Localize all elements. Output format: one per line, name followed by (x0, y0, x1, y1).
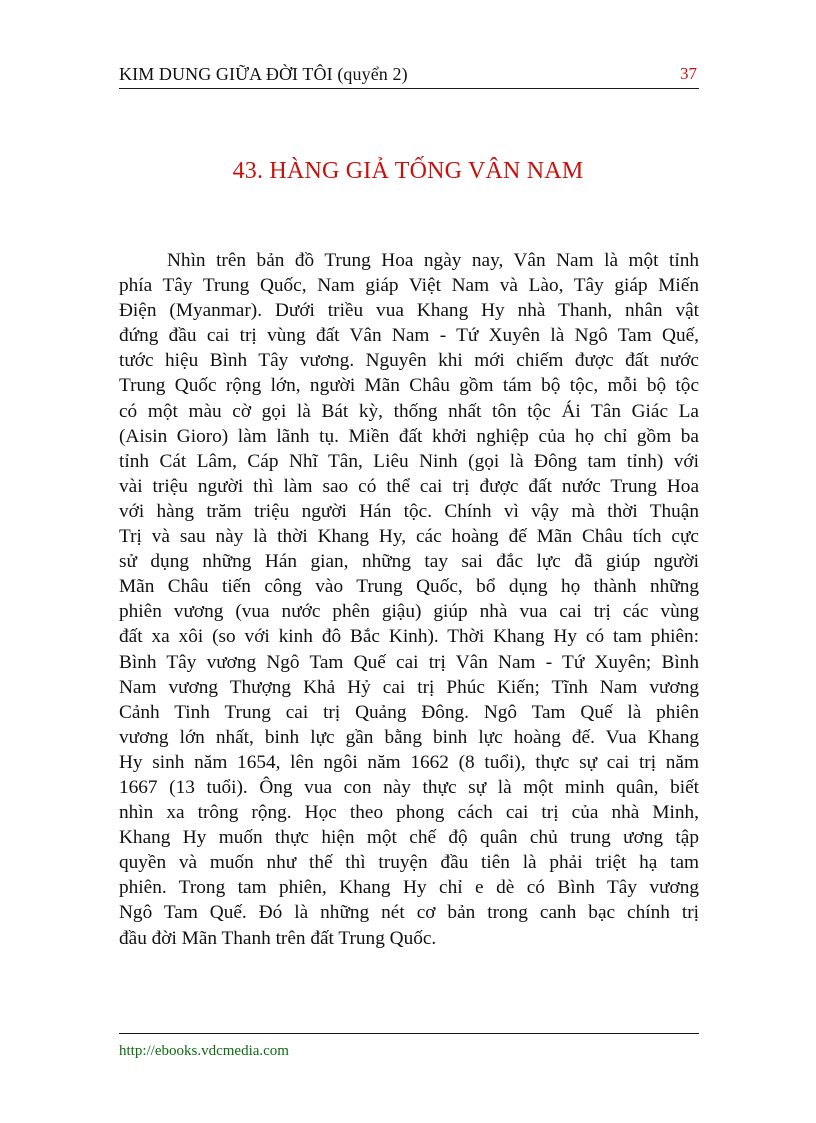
paragraph-line: (Aisin Gioro) làm lãnh tụ. Miền đất khởi nghiệp của họ chỉ gồm ba (119, 425, 699, 447)
paragraph-line: vài triệu người thì làm sao có thể cai trị được đất nước Trung Hoa (119, 475, 699, 497)
paragraph-line: đầu đời Mãn Thanh trên đất Trung Quốc. (119, 927, 437, 949)
paragraph-line: Khang Hy muốn thực hiện một chế độ quân chủ trung ương tập (119, 827, 699, 849)
paragraph-line: có một màu cờ gọi là Bát kỳ, thống nhất tôn tộc Ái Tân Giác La (119, 400, 699, 422)
paragraph-line: vương lớn nhất, binh lực gần bằng binh lực hoàng đế. Vua Khang (119, 726, 699, 748)
paragraph-line: Nhìn trên bản đồ Trung Hoa ngày nay, Vân Nam là một tỉnh (167, 250, 699, 271)
paragraph-line: Điện (Myanmar). Dưới triều vua Khang Hy nhà Thanh, nhân vật (119, 300, 699, 322)
page-number: 37 (680, 64, 697, 83)
paragraph-line: Ngô Tam Quế. Đó là những nét cơ bản trong canh bạc chính trị (119, 902, 699, 924)
paragraph-line: phía Tây Trung Quốc, Nam giáp Việt Nam và Lào, Tây giáp Miến (119, 275, 699, 297)
paragraph-line: phiên vương (vua nước phên giậu) giúp nhà vua cai trị các vùng (119, 601, 699, 623)
footer-link[interactable]: http://ebooks.vdcmedia.com (119, 1043, 289, 1059)
paragraph-line: Trị và sau này là thời Khang Hy, các hoàng đế Mãn Châu tích cực (119, 526, 699, 548)
paragraph-line: Cảnh Tinh Trung cai trị Quảng Đông. Ngô Tam Quế là phiên (119, 701, 699, 723)
paragraph-line: sử dụng những Hán gian, những tay sai đắc lực đã giúp người (119, 551, 699, 573)
paragraph-line: với hàng trăm triệu người Hán tộc. Chính vì vậy mà thời Thuận (119, 500, 699, 522)
paragraph-line: 1667 (13 tuổi). Ông vua con này thực sự là một minh quân, biết (119, 776, 699, 798)
chapter-title: 43. HÀNG GIẢ TỐNG VÂN NAM (232, 158, 584, 184)
paragraph-line: Hy sinh năm 1654, lên ngôi năm 1662 (8 tuổi), thực sự cai trị năm (119, 751, 699, 773)
paragraph-line: nhìn xa trông rộng. Học theo phong cách cai trị của nhà Minh, (119, 802, 699, 824)
paragraph-line: tước hiệu Bình Tây vương. Nguyên khi mới chiếm được đất nước (119, 350, 699, 372)
body-paragraph (119, 248, 699, 951)
paragraph-line: quyền và muốn như thế thì truyện đầu tiên là phải triệt hạ tam (119, 852, 699, 874)
paragraph-line: Trung Quốc rộng lớn, người Mãn Châu gồm tám bộ tộc, mỗi bộ tộc (119, 375, 699, 397)
paragraph-line: Mãn Châu tiến công vào Trung Quốc, bổ dụng họ thành những (119, 576, 699, 598)
paragraph-line: phiên. Trong tam phiên, Khang Hy chỉ e dè có Bình Tây vương (119, 877, 699, 899)
paragraph-line: Nam vương Thượng Khả Hỷ cai trị Phúc Kiến; Tĩnh Nam vương (119, 676, 699, 698)
paragraph-line: đất xa xôi (so với kinh đô Bắc Kinh). Thời Khang Hy có tam phiên: (119, 626, 699, 648)
paragraph-line: tỉnh Cát Lâm, Cáp Nhĩ Tân, Liêu Ninh (gọi là Đông tam tỉnh) với (119, 450, 699, 472)
footer-divider (119, 1033, 699, 1034)
running-header (119, 62, 699, 89)
book-title: KIM DUNG GIỮA ĐỜI TÔI (quyển 2) (119, 64, 408, 84)
paragraph-line: đứng đầu cai trị vùng đất Vân Nam - Tứ Xuyên là Ngô Tam Quế, (119, 325, 699, 347)
paragraph-line: Bình Tây vương Ngô Tam Quế cai trị Vân Nam - Tứ Xuyên; Bình (119, 651, 699, 673)
